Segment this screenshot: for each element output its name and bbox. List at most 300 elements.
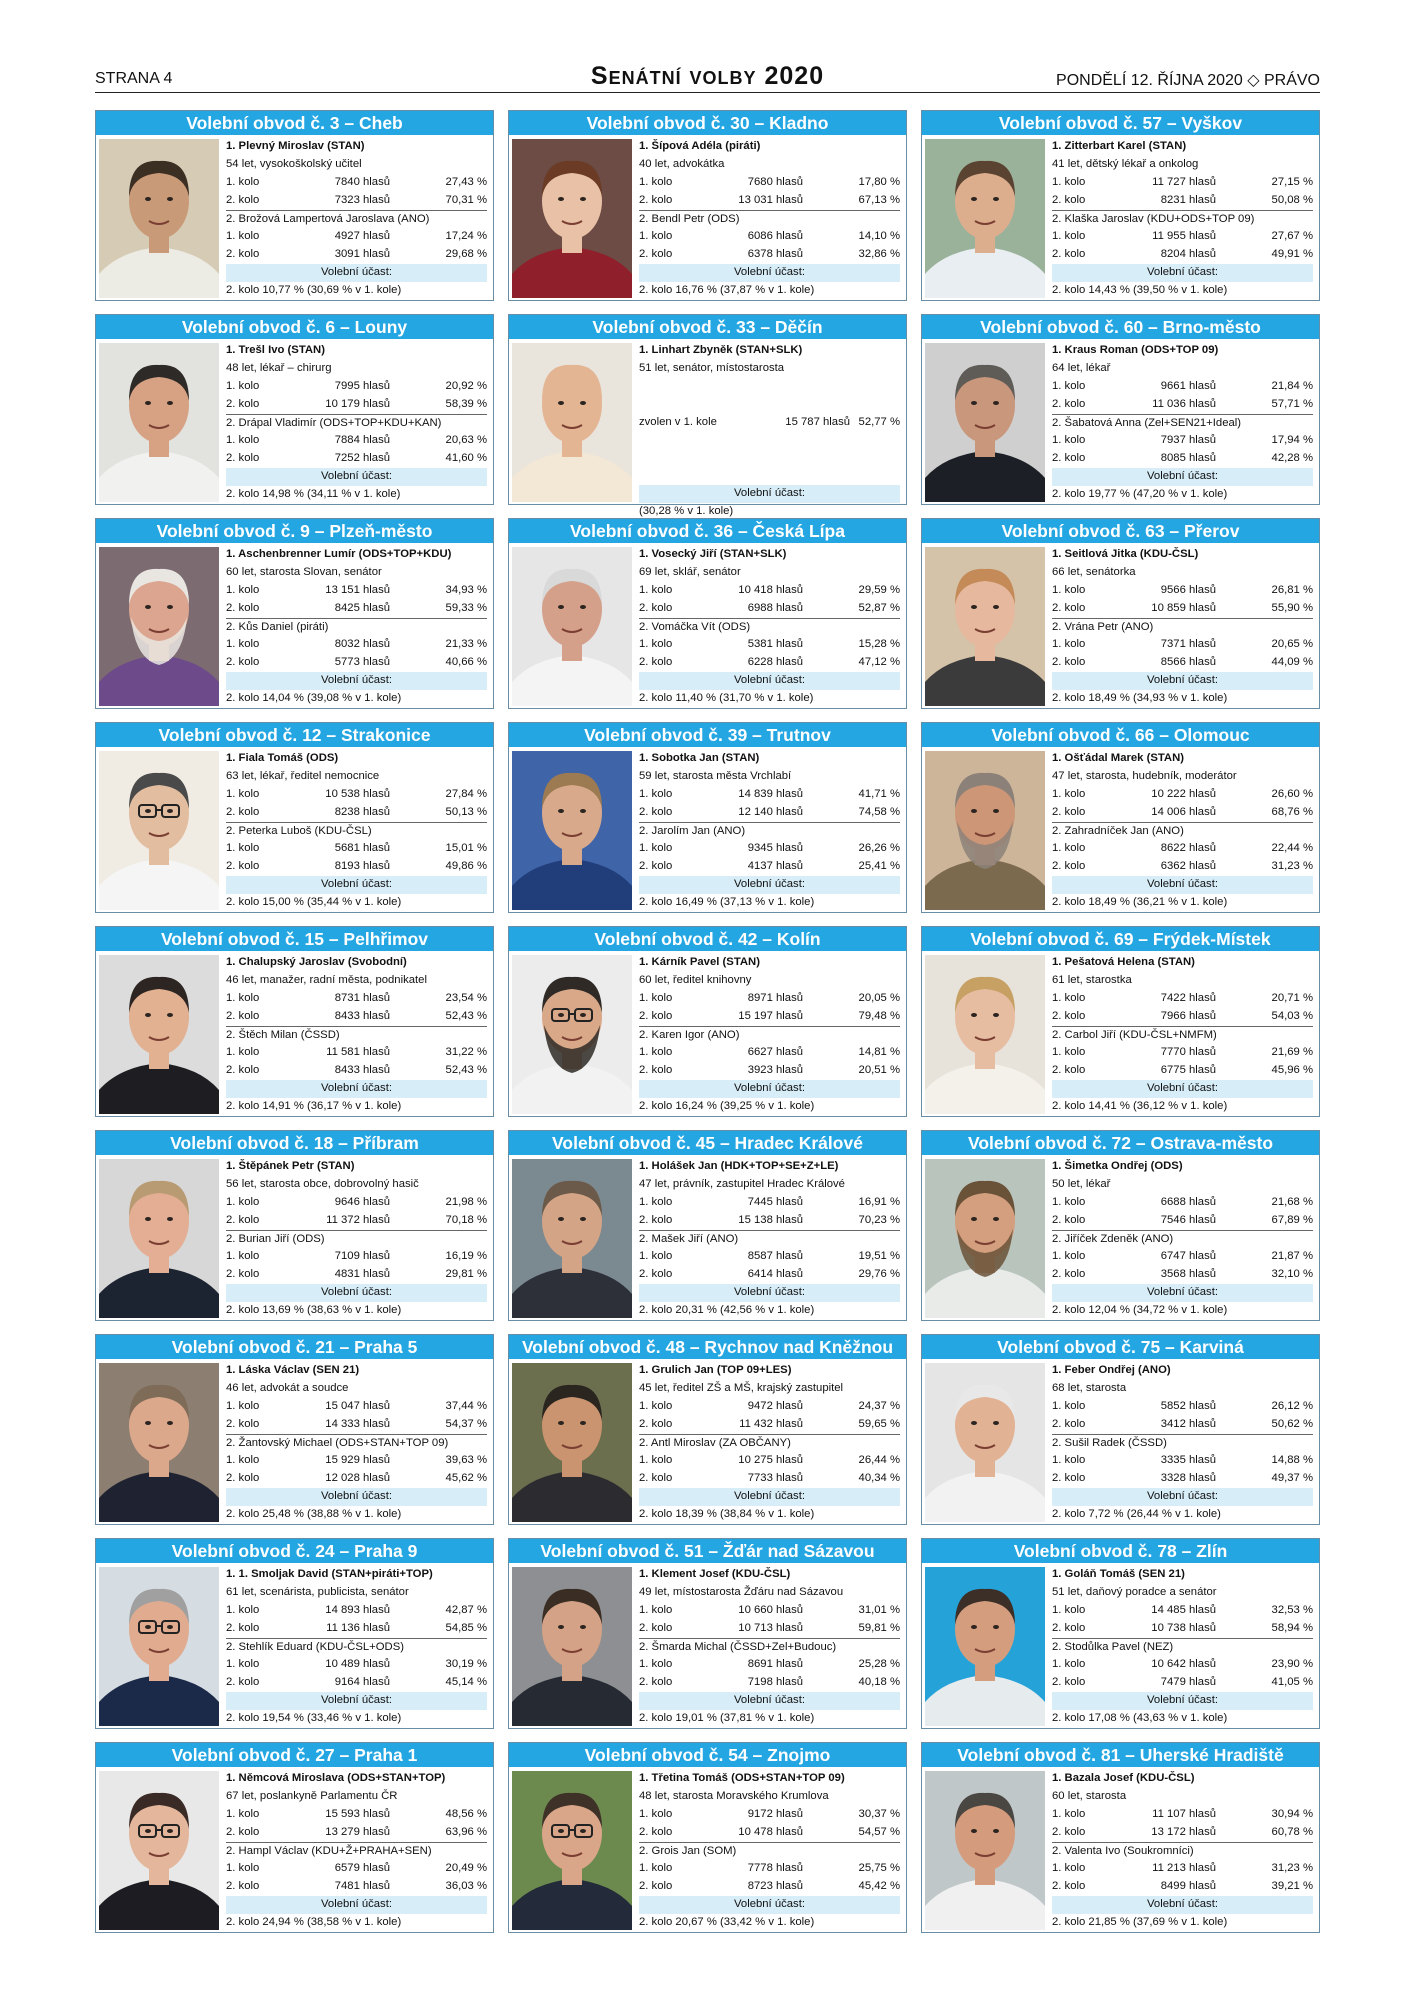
district-card — [921, 1538, 1320, 1729]
runner-round1 — [226, 1248, 487, 1266]
runner-name: 2. Štěch Milan (ČSSD) — [226, 1026, 487, 1045]
district-title: Volební obvod č. 12 – Strakonice — [96, 723, 493, 747]
round-label: 2. kolo — [639, 656, 673, 669]
winner-bio: 60 let, starosta — [1052, 1789, 1127, 1802]
results-info — [639, 1158, 900, 1320]
district-card — [508, 1538, 907, 1729]
runner-round2 — [639, 1062, 900, 1080]
percent-value: 41,05 % — [1271, 1676, 1313, 1689]
round-label: 2. kolo — [226, 1213, 260, 1226]
winner-round2 — [226, 396, 487, 414]
runner-name: 2. Sušil Radek (ČSSD) — [1052, 1434, 1313, 1453]
winner-round1 — [1052, 582, 1313, 600]
winner-round1 — [639, 786, 900, 804]
candidate-photo — [925, 343, 1045, 502]
percent-value: 14,88 % — [1271, 1454, 1313, 1467]
candidate-photo — [99, 139, 219, 298]
district-card — [95, 1742, 494, 1933]
percent-value: 14,81 % — [858, 1046, 900, 1059]
district-card — [95, 722, 494, 913]
votes-value: 7884 hlasů — [334, 434, 390, 447]
winner-round2 — [639, 1416, 900, 1434]
votes-value: 9164 hlasů — [334, 1676, 390, 1689]
runner-round2 — [226, 1674, 487, 1692]
runner-round2 — [226, 1266, 487, 1284]
winner-round1 — [226, 786, 487, 804]
round-label: 2. kolo — [639, 193, 673, 206]
round-label: 2. kolo — [639, 1417, 673, 1430]
runner-round1 — [226, 1656, 487, 1674]
percent-value: 70,23 % — [858, 1213, 900, 1226]
turnout-label: Volební účast: — [639, 485, 900, 503]
round-label: 2. kolo — [226, 656, 260, 669]
round-label: 2. kolo — [639, 1268, 673, 1281]
district-title: Volební obvod č. 51 – Žďár nad Sázavou — [509, 1539, 906, 1563]
round-label: 1. kolo — [1052, 379, 1086, 392]
winner-bio: 56 let, starosta obce, dobrovolný hasič — [226, 1177, 419, 1190]
results-info — [226, 138, 487, 300]
turnout-value: 2. kolo 16,24 % (39,25 % v 1. kole) — [639, 1100, 815, 1113]
votes-value: 5852 hlasů — [1160, 1399, 1216, 1412]
district-title: Volební obvod č. 3 – Cheb — [96, 111, 493, 135]
winner-name: 1. Linhart Zbyněk (STAN+SLK) — [639, 344, 803, 356]
winner-name: 1. Kraus Roman (ODS+TOP 09) — [1052, 344, 1219, 356]
runner-name: 2. Vrána Petr (ANO) — [1052, 618, 1313, 637]
runner-round1 — [1052, 1860, 1313, 1878]
percent-value: 16,19 % — [445, 1250, 487, 1263]
turnout-label: Volební účast: — [639, 876, 900, 894]
votes-value: 4137 hlasů — [747, 860, 803, 873]
percent-value: 59,65 % — [858, 1417, 900, 1430]
percent-value: 70,31 % — [445, 193, 487, 206]
votes-value: 7680 hlasů — [747, 175, 803, 188]
votes-value: 8425 hlasů — [334, 601, 390, 614]
runner-round1 — [226, 1044, 487, 1062]
runner-name: 2. Valenta Ivo (Soukromníci) — [1052, 1842, 1313, 1861]
percent-value: 74,58 % — [858, 805, 900, 818]
round-label: 2. kolo — [639, 1064, 673, 1077]
round-label: 1. kolo — [226, 1603, 260, 1616]
round-label: 2. kolo — [226, 1880, 260, 1893]
winner-round1 — [226, 582, 487, 600]
winner-round1 — [639, 1398, 900, 1416]
round-label: 1. kolo — [639, 230, 673, 243]
district-card — [95, 1130, 494, 1321]
percent-value: 31,01 % — [858, 1603, 900, 1616]
votes-value: 11 727 hlasů — [1152, 175, 1216, 188]
candidate-photo — [512, 1771, 632, 1930]
round-label: 1. kolo — [639, 638, 673, 651]
runner-round2 — [1052, 1062, 1313, 1080]
round-label: 1. kolo — [1052, 1399, 1086, 1412]
percent-value: 31,23 % — [1271, 1862, 1313, 1875]
round-label: 1. kolo — [639, 1807, 673, 1820]
votes-value: 7422 hlasů — [1160, 991, 1216, 1004]
candidate-photo — [925, 139, 1045, 298]
votes-value: 12 028 hlasů — [325, 1472, 390, 1485]
winner-name: 1. Trešl Ivo (STAN) — [226, 344, 325, 356]
portrait-image — [512, 1159, 632, 1318]
votes-value: 8691 hlasů — [747, 1658, 803, 1671]
percent-value: 50,62 % — [1271, 1417, 1313, 1430]
runner-name: 2. Drápal Vladimír (ODS+TOP+KDU+KAN) — [226, 414, 487, 433]
round-label: 1. kolo — [639, 842, 673, 855]
candidate-photo — [99, 343, 219, 502]
round-label: 2. kolo — [639, 1213, 673, 1226]
percent-value: 31,23 % — [1271, 860, 1313, 873]
spacer — [639, 396, 900, 414]
percent-value: 40,18 % — [858, 1676, 900, 1689]
votes-value: 7481 hlasů — [334, 1880, 390, 1893]
round-label: 2. kolo — [1052, 1621, 1086, 1634]
votes-value: 10 222 hlasů — [1151, 787, 1216, 800]
percent-value: 26,60 % — [1271, 787, 1313, 800]
percent-value: 20,49 % — [445, 1862, 487, 1875]
turnout-value: 2. kolo 19,01 % (37,81 % v 1. kole) — [639, 1712, 815, 1725]
round-label: 1. kolo — [639, 583, 673, 596]
round-label: 2. kolo — [226, 397, 260, 410]
winner-name: 1. Šimetka Ondřej (ODS) — [1052, 1160, 1183, 1172]
votes-value: 10 660 hlasů — [738, 1603, 803, 1616]
votes-value: 13 279 hlasů — [325, 1825, 390, 1838]
winner-bio: 51 let, daňový poradce a senátor — [1052, 1585, 1217, 1598]
candidate-photo — [99, 1567, 219, 1726]
runner-round2 — [639, 1674, 900, 1692]
turnout-label: Volební účast: — [1052, 1692, 1313, 1710]
winner-round1 — [226, 1398, 487, 1416]
percent-value: 19,51 % — [858, 1250, 900, 1263]
percent-value: 29,81 % — [445, 1268, 487, 1281]
percent-value: 58,94 % — [1271, 1621, 1313, 1634]
percent-value: 49,91 % — [1271, 248, 1313, 261]
votes-value: 10 738 hlasů — [1151, 1621, 1216, 1634]
district-card — [508, 314, 907, 518]
winner-bio: 46 let, advokát a soudce — [226, 1381, 349, 1394]
turnout-value: 2. kolo 25,48 % (38,88 % v 1. kole) — [226, 1508, 402, 1521]
portrait-image — [512, 751, 632, 910]
runner-round1 — [639, 1656, 900, 1674]
turnout-value: 2. kolo 19,77 % (47,20 % v 1. kole) — [1052, 488, 1228, 501]
results-info — [226, 750, 487, 912]
district-title: Volební obvod č. 72 – Ostrava-město — [922, 1131, 1319, 1155]
runner-name: 2. Vomáčka Vít (ODS) — [639, 618, 900, 637]
votes-value: 14 006 hlasů — [1151, 805, 1216, 818]
portrait-image — [512, 955, 632, 1114]
winner-round1 — [639, 1806, 900, 1824]
round-label: 2. kolo — [1052, 860, 1086, 873]
percent-value: 14,10 % — [858, 230, 900, 243]
winner-round1 — [1052, 990, 1313, 1008]
candidate-photo — [99, 751, 219, 910]
votes-value: 6378 hlasů — [747, 248, 803, 261]
turnout-label: Volební účast: — [1052, 264, 1313, 282]
district-title: Volební obvod č. 69 – Frýdek-Místek — [922, 927, 1319, 951]
winner-bio: 69 let, sklář, senátor — [639, 565, 741, 578]
percent-value: 50,13 % — [445, 805, 487, 818]
turnout-value: 2. kolo 21,85 % (37,69 % v 1. kole) — [1052, 1916, 1228, 1929]
district-title: Volební obvod č. 30 – Kladno — [509, 111, 906, 135]
percent-value: 16,91 % — [858, 1195, 900, 1208]
votes-value: 7966 hlasů — [1160, 1009, 1216, 1022]
winner-name: 1. Holášek Jan (HDK+TOP+SE+Z+LE) — [639, 1160, 839, 1172]
runner-round2 — [639, 654, 900, 672]
votes-value: 12 140 hlasů — [738, 805, 803, 818]
results-info — [639, 750, 900, 912]
percent-value: 59,81 % — [858, 1621, 900, 1634]
runner-name: 2. Žantovský Michael (ODS+STAN+TOP 09) — [226, 1434, 487, 1453]
votes-value: 9646 hlasů — [334, 1195, 390, 1208]
percent-value: 39,63 % — [445, 1454, 487, 1467]
winner-round2 — [1052, 804, 1313, 822]
district-title: Volební obvod č. 27 – Praha 1 — [96, 1743, 493, 1767]
round-label: 2. kolo — [1052, 1064, 1086, 1077]
results-info — [639, 546, 900, 708]
runner-round2 — [639, 858, 900, 876]
votes-value: 5681 hlasů — [334, 842, 390, 855]
winner-name: 1. Bazala Josef (KDU-ČSL) — [1052, 1772, 1195, 1784]
winner-name: 1. Vosecký Jiří (STAN+SLK) — [639, 548, 787, 560]
runner-round1 — [639, 1044, 900, 1062]
round-label: 1. kolo — [226, 230, 260, 243]
percent-value: 45,42 % — [858, 1880, 900, 1893]
round-label: 2. kolo — [226, 860, 260, 873]
portrait-image — [512, 1771, 632, 1930]
round-label: 1. kolo — [1052, 1250, 1086, 1263]
winner-name: 1. Sobotka Jan (STAN) — [639, 752, 760, 764]
portrait-image — [925, 1567, 1045, 1726]
candidate-photo — [925, 1363, 1045, 1522]
round-label: 1. kolo — [639, 1658, 673, 1671]
percent-value: 32,10 % — [1271, 1268, 1313, 1281]
turnout-value: 2. kolo 13,69 % (38,63 % v 1. kole) — [226, 1304, 402, 1317]
turnout-value: 2. kolo 16,49 % (37,13 % v 1. kole) — [639, 896, 815, 909]
candidate-photo — [512, 1363, 632, 1522]
turnout-value: (30,28 % v 1. kole) — [639, 505, 734, 518]
turnout-label: Volební účast: — [639, 1080, 900, 1098]
turnout-label: Volební účast: — [226, 468, 487, 486]
candidate-photo — [512, 139, 632, 298]
percent-value: 26,44 % — [858, 1454, 900, 1467]
votes-value: 7252 hlasů — [334, 452, 390, 465]
winner-name: 1. Chalupský Jaroslav (Svobodní) — [226, 956, 407, 968]
district-card — [921, 1130, 1320, 1321]
district-title: Volební obvod č. 21 – Praha 5 — [96, 1335, 493, 1359]
winner-round2 — [639, 1212, 900, 1230]
winner-bio: 46 let, manažer, radní města, podnikatel — [226, 973, 427, 986]
candidate-photo — [925, 955, 1045, 1114]
winner-round1 — [226, 378, 487, 396]
round-label: 2. kolo — [639, 1880, 673, 1893]
percent-value: 21,33 % — [445, 638, 487, 651]
percent-value: 32,86 % — [858, 248, 900, 261]
winner-name: 1. Zitterbart Karel (STAN) — [1052, 140, 1187, 152]
portrait-image — [99, 1567, 219, 1726]
winner-name: 1. Feber Ondřej (ANO) — [1052, 1364, 1171, 1376]
round-label: 2. kolo — [226, 193, 260, 206]
results-info — [1052, 750, 1313, 912]
turnout-value: 2. kolo 16,76 % (37,87 % v 1. kole) — [639, 284, 815, 297]
turnout-label: Volební účast: — [226, 876, 487, 894]
winner-bio: 66 let, senátorka — [1052, 565, 1136, 578]
runner-round1 — [1052, 1248, 1313, 1266]
winner-name: 1. Goláň Tomáš (SEN 21) — [1052, 1568, 1185, 1580]
district-card — [508, 110, 907, 301]
percent-value: 45,96 % — [1271, 1064, 1313, 1077]
district-title: Volební obvod č. 78 – Zlín — [922, 1539, 1319, 1563]
percent-value: 25,28 % — [858, 1658, 900, 1671]
turnout-label: Volební účast: — [226, 264, 487, 282]
winner-bio: 51 let, senátor, místostarosta — [639, 361, 785, 374]
page-title: Senátní volby 2020 — [590, 62, 825, 90]
winner-bio: 64 let, lékař — [1052, 361, 1111, 374]
votes-value: 11 136 hlasů — [326, 1621, 390, 1634]
votes-value: 8032 hlasů — [334, 638, 390, 651]
winner-bio: 40 let, advokátka — [639, 157, 725, 170]
district-title: Volební obvod č. 63 – Přerov — [922, 519, 1319, 543]
runner-round2 — [1052, 246, 1313, 264]
turnout-value: 2. kolo 17,08 % (43,63 % v 1. kole) — [1052, 1712, 1228, 1725]
votes-value: 7733 hlasů — [747, 1472, 803, 1485]
percent-value: 20,63 % — [445, 434, 487, 447]
winner-round2 — [1052, 1212, 1313, 1230]
candidate-photo — [99, 1771, 219, 1930]
district-card — [921, 518, 1320, 709]
winner-bio: 49 let, místostarosta Žďáru nad Sázavou — [639, 1585, 844, 1598]
percent-value: 20,71 % — [1271, 991, 1313, 1004]
winner-round2 — [1052, 1620, 1313, 1638]
round-label: 1. kolo — [1052, 638, 1086, 651]
percent-value: 27,15 % — [1271, 175, 1313, 188]
candidate-photo — [925, 751, 1045, 910]
runner-round1 — [639, 840, 900, 858]
runner-round1 — [639, 228, 900, 246]
percent-value: 55,90 % — [1271, 601, 1313, 614]
winner-round1 — [1052, 1806, 1313, 1824]
votes-value: 7840 hlasů — [334, 175, 390, 188]
runner-name: 2. Stodůlka Pavel (NEZ) — [1052, 1638, 1313, 1657]
results-info — [226, 546, 487, 708]
votes-value: 3568 hlasů — [1160, 1268, 1216, 1281]
results-info — [1052, 1566, 1313, 1728]
votes-value: 11 036 hlasů — [1152, 397, 1216, 410]
district-title: Volební obvod č. 39 – Trutnov — [509, 723, 906, 747]
turnout-value: 2. kolo 11,40 % (31,70 % v 1. kole) — [639, 692, 814, 705]
percent-value: 27,67 % — [1271, 230, 1313, 243]
winner-name: 1. Pešatová Helena (STAN) — [1052, 956, 1195, 968]
percent-value: 45,62 % — [445, 1472, 487, 1485]
turnout-value: 2. kolo 24,94 % (38,58 % v 1. kole) — [226, 1916, 402, 1929]
votes-value: 8587 hlasů — [747, 1250, 803, 1263]
winner-bio: 48 let, starosta Moravského Krumlova — [639, 1789, 829, 1802]
runner-round1 — [226, 636, 487, 654]
winner-bio: 59 let, starosta města Vrchlabí — [639, 769, 792, 782]
votes-value: 8731 hlasů — [334, 991, 390, 1004]
winner-round1 — [226, 174, 487, 192]
round-label: 2. kolo — [226, 1009, 260, 1022]
winner-round1 — [639, 582, 900, 600]
runner-round1 — [226, 1860, 487, 1878]
percent-value: 29,76 % — [858, 1268, 900, 1281]
district-card — [95, 518, 494, 709]
turnout-label: Volební účast: — [639, 1896, 900, 1914]
winner-round1 — [1052, 1398, 1313, 1416]
winner-name: 1. Láska Václav (SEN 21) — [226, 1364, 360, 1376]
turnout-label: Volební účast: — [226, 1896, 487, 1914]
votes-value: 11 107 hlasů — [1152, 1807, 1216, 1820]
winner-name: 1. Kárník Pavel (STAN) — [639, 956, 760, 968]
winner-round2 — [1052, 192, 1313, 210]
portrait-image — [99, 547, 219, 706]
votes-value: 10 859 hlasů — [1151, 601, 1216, 614]
winner-name: 1. Štěpánek Petr (STAN) — [226, 1160, 355, 1172]
round-label: 2. kolo — [1052, 1417, 1086, 1430]
winner-round2 — [639, 600, 900, 618]
votes-value: 10 713 hlasů — [738, 1621, 803, 1634]
results-info — [639, 1770, 900, 1932]
winner-round2 — [226, 600, 487, 618]
percent-value: 36,03 % — [445, 1880, 487, 1893]
round-label: 1. kolo — [1052, 175, 1086, 188]
winner-name: 1. Ošťádal Marek (STAN) — [1052, 752, 1185, 764]
percent-value: 21,68 % — [1271, 1195, 1313, 1208]
runner-round1 — [226, 228, 487, 246]
round-label: 1. kolo — [226, 991, 260, 1004]
percent-value: 40,66 % — [445, 656, 487, 669]
results-info — [226, 954, 487, 1116]
winner-round2 — [1052, 1008, 1313, 1026]
portrait-image — [925, 1363, 1045, 1522]
votes-value: 6775 hlasů — [1160, 1064, 1216, 1077]
runner-round2 — [1052, 654, 1313, 672]
round-label: 2. kolo — [226, 248, 260, 261]
percent-value: 20,51 % — [858, 1064, 900, 1077]
round-label: 2. kolo — [1052, 1268, 1086, 1281]
runner-round2 — [226, 1878, 487, 1896]
turnout-value: 2. kolo 20,31 % (42,56 % v 1. kole) — [639, 1304, 815, 1317]
runner-name: 2. Kůs Daniel (piráti) — [226, 618, 487, 637]
runner-name: 2. Šabatová Anna (Zel+SEN21+Ideal) — [1052, 414, 1313, 433]
winner-bio: 47 let, právník, zastupitel Hradec Králové — [639, 1177, 845, 1190]
runner-round1 — [226, 1452, 487, 1470]
winner-name: 1. Seitlová Jitka (KDU-ČSL) — [1052, 548, 1199, 560]
round-label: 2. kolo — [639, 1825, 673, 1838]
votes-value: 8433 hlasů — [334, 1009, 390, 1022]
runner-name: 2. Hampl Václav (KDU+Ž+PRAHA+SEN) — [226, 1842, 487, 1861]
votes-value: 8193 hlasů — [334, 860, 390, 873]
percent-value: 41,71 % — [858, 787, 900, 800]
round-label: 1. kolo — [1052, 1658, 1086, 1671]
votes-value: 13 172 hlasů — [1151, 1825, 1216, 1838]
percent-value: 49,37 % — [1271, 1472, 1313, 1485]
portrait-image — [99, 139, 219, 298]
round-label: 2. kolo — [226, 805, 260, 818]
percent-value: 27,84 % — [445, 787, 487, 800]
round-label: 2. kolo — [639, 248, 673, 261]
runner-round2 — [1052, 1674, 1313, 1692]
percent-value: 26,81 % — [1271, 583, 1313, 596]
turnout-value: 2. kolo 7,72 % (26,44 % v 1. kole) — [1052, 1508, 1221, 1521]
votes-value: 4831 hlasů — [334, 1268, 390, 1281]
round-label: 1. kolo — [226, 175, 260, 188]
runner-round1 — [639, 1860, 900, 1878]
round-label: 2. kolo — [226, 1268, 260, 1281]
percent-value: 48,56 % — [445, 1807, 487, 1820]
runner-name: 2. Jarolím Jan (ANO) — [639, 822, 900, 841]
district-card — [95, 1538, 494, 1729]
district-card — [95, 926, 494, 1117]
votes-value: 9345 hlasů — [747, 842, 803, 855]
round-label: 1. kolo — [226, 1454, 260, 1467]
